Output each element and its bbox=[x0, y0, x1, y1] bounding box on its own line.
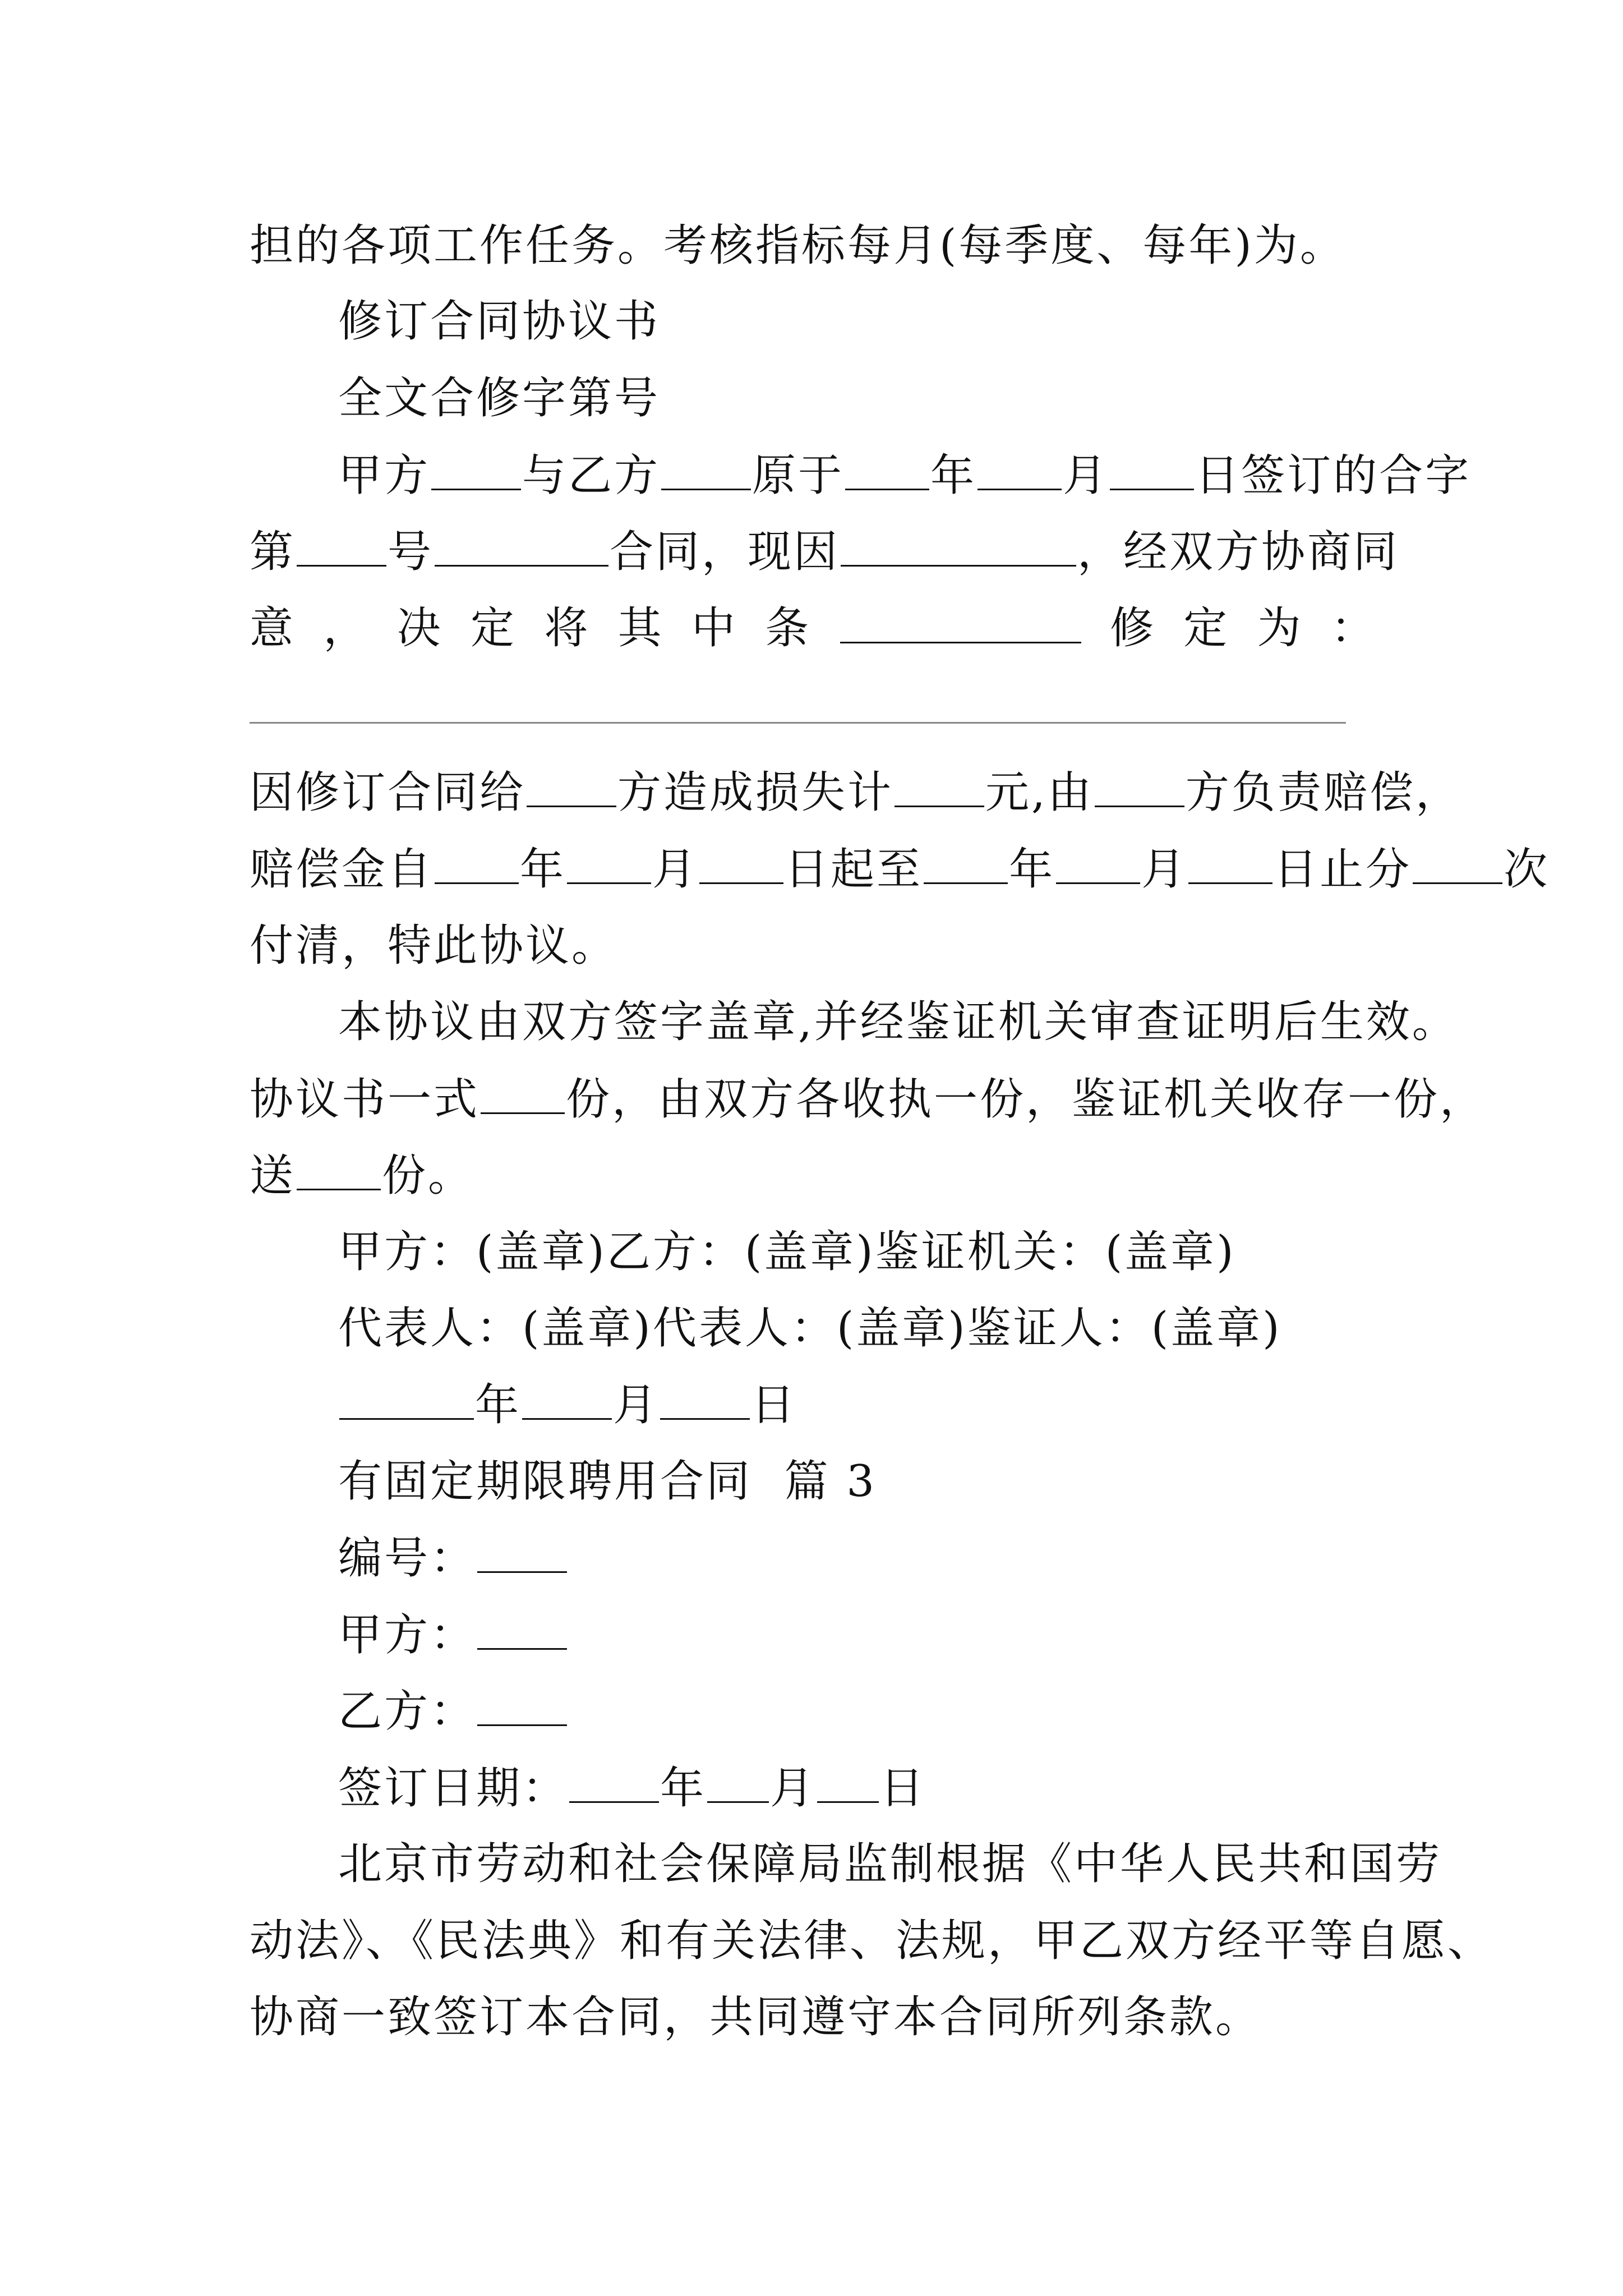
blank-field bbox=[978, 447, 1062, 490]
text-fragment: 将 bbox=[544, 603, 591, 654]
blank-field bbox=[297, 523, 386, 567]
text-fragment: 决 bbox=[396, 603, 443, 654]
blank-field bbox=[661, 447, 751, 490]
blank-field bbox=[477, 1683, 567, 1726]
text-fragment: 年 bbox=[520, 844, 566, 895]
text-fragment: 年 bbox=[660, 1763, 707, 1814]
field-party-b bbox=[338, 1683, 1381, 1740]
text-fragment: 月 bbox=[1141, 844, 1188, 895]
blank-field bbox=[845, 447, 929, 490]
paragraph-text: 本协议由双方签字盖章,并经鉴证机关审查证明后生效。 bbox=[338, 997, 1458, 1047]
blank-field bbox=[481, 1071, 565, 1114]
blank-field bbox=[817, 1760, 879, 1803]
blank-field bbox=[1095, 764, 1184, 807]
text-fragment: 方造成损失计 bbox=[617, 767, 894, 818]
text-fragment: 条 bbox=[765, 603, 811, 654]
paragraph-text bbox=[250, 1071, 1486, 1128]
text-fragment: 中 bbox=[691, 603, 737, 654]
text-fragment: 甲方 bbox=[338, 450, 431, 501]
paragraph-text: 动法》、《民法典》和有关法律、法规，甲乙双方经平等自愿、 bbox=[250, 1916, 1494, 1966]
paragraph-text: 北京市劳动和社会保障局监制根据《中华人民共和国劳 bbox=[338, 1839, 1442, 1889]
blank-field bbox=[1110, 447, 1194, 490]
signature-line: 甲方：(盖章)乙方：(盖章)鉴证机关：(盖章) bbox=[338, 1227, 1236, 1277]
blank-field bbox=[924, 841, 1008, 884]
blank-field bbox=[567, 841, 651, 884]
blank-field bbox=[339, 1377, 474, 1420]
blank-field bbox=[297, 1147, 381, 1190]
text-fragment: 份。 bbox=[382, 1151, 474, 1201]
text-fragment: ，经双方协商同 bbox=[1077, 527, 1400, 577]
blank-field bbox=[660, 1377, 750, 1420]
signature-line: 代表人：(盖章)代表人：(盖章)鉴证人：(盖章) bbox=[338, 1303, 1282, 1354]
text-fragment: 方负责赔偿， bbox=[1185, 767, 1461, 818]
blank-field bbox=[435, 523, 608, 567]
text-fragment: 月 bbox=[770, 1763, 817, 1814]
text-fragment: 年 bbox=[930, 450, 977, 501]
text-fragment: 月 bbox=[613, 1380, 660, 1430]
text-fragment: 为 bbox=[1257, 603, 1303, 654]
text-fragment: 次 bbox=[1504, 844, 1550, 895]
section-heading: 修订合同协议书 bbox=[338, 296, 661, 347]
text-fragment: 定 bbox=[1183, 603, 1230, 654]
paragraph-text bbox=[338, 447, 1472, 504]
section-title: 有固定期限聘用合同 篇 3 bbox=[338, 1456, 877, 1507]
field-label: 编号： bbox=[338, 1533, 477, 1584]
text-fragment: 年 bbox=[1009, 844, 1055, 895]
paragraph-text bbox=[250, 523, 1400, 580]
text-fragment: 协议书一式 bbox=[250, 1074, 480, 1125]
text-fragment: 份，由双方各收执一份，鉴证机关收存一份， bbox=[566, 1074, 1486, 1125]
paragraph-text: 付清，特此协议。 bbox=[250, 921, 618, 971]
text-fragment: 月 bbox=[652, 844, 699, 895]
text-fragment: 修 bbox=[1109, 603, 1156, 654]
blank-field bbox=[840, 600, 1081, 643]
field-label: 签订日期： bbox=[338, 1763, 569, 1814]
text-fragment: 日签订的合字 bbox=[1195, 450, 1472, 501]
blank-field bbox=[477, 1607, 567, 1650]
document-number: 全文合修字第号 bbox=[338, 373, 661, 424]
paragraph-text bbox=[250, 600, 1377, 656]
blank-field bbox=[522, 1377, 612, 1420]
paragraph-text: 协商一致签订本合同，共同遵守本合同所列条款。 bbox=[250, 1992, 1262, 2042]
blank-field bbox=[435, 841, 519, 884]
text-fragment: 月 bbox=[1063, 450, 1109, 501]
text-fragment: ： bbox=[1330, 603, 1377, 654]
text-fragment: 因修订合同给 bbox=[250, 767, 526, 818]
text-fragment: 日 bbox=[880, 1763, 926, 1814]
blank-field bbox=[699, 841, 783, 884]
text-fragment: 第 bbox=[250, 527, 296, 577]
text-fragment: 年 bbox=[475, 1380, 522, 1430]
text-fragment: 日起至 bbox=[785, 844, 923, 895]
paragraph-text bbox=[250, 1147, 1382, 1204]
text-fragment: 元,由 bbox=[985, 767, 1094, 818]
text-fragment: 赔偿金自 bbox=[250, 844, 434, 895]
field-party-a bbox=[338, 1607, 1381, 1663]
paragraph-text bbox=[250, 764, 1461, 821]
blank-field bbox=[841, 523, 1076, 567]
blank-field bbox=[569, 1760, 659, 1803]
field-number bbox=[338, 1530, 1381, 1586]
blank-line-divider bbox=[250, 722, 1346, 724]
text-fragment: 其 bbox=[617, 603, 664, 654]
text-fragment: 号 bbox=[388, 527, 434, 577]
blank-field bbox=[477, 1530, 567, 1573]
text-fragment: 与乙方 bbox=[522, 450, 661, 501]
text-fragment: ， bbox=[323, 603, 370, 654]
paragraph-text: 担的各项工作任务。考核指标每月(每季度、每年)为。 bbox=[250, 220, 1346, 271]
blank-field bbox=[527, 764, 616, 807]
text-fragment: 合同，现因 bbox=[610, 527, 840, 577]
text-fragment: 日止分 bbox=[1274, 844, 1412, 895]
blank-field bbox=[1056, 841, 1140, 884]
paragraph-text bbox=[250, 841, 1550, 898]
text-fragment: 日 bbox=[751, 1380, 797, 1430]
text-fragment: 送 bbox=[250, 1151, 296, 1201]
text-fragment: 意 bbox=[250, 603, 296, 654]
text-fragment: 原于 bbox=[752, 450, 845, 501]
field-sign-date bbox=[338, 1760, 1381, 1816]
blank-field bbox=[1188, 841, 1272, 884]
blank-field bbox=[1413, 841, 1502, 884]
blank-field bbox=[431, 447, 521, 490]
blank-field bbox=[895, 764, 984, 807]
date-line bbox=[338, 1377, 1381, 1433]
field-label: 乙方： bbox=[338, 1686, 477, 1737]
text-fragment: 定 bbox=[470, 603, 517, 654]
blank-field bbox=[707, 1760, 769, 1803]
field-label: 甲方： bbox=[338, 1610, 477, 1660]
